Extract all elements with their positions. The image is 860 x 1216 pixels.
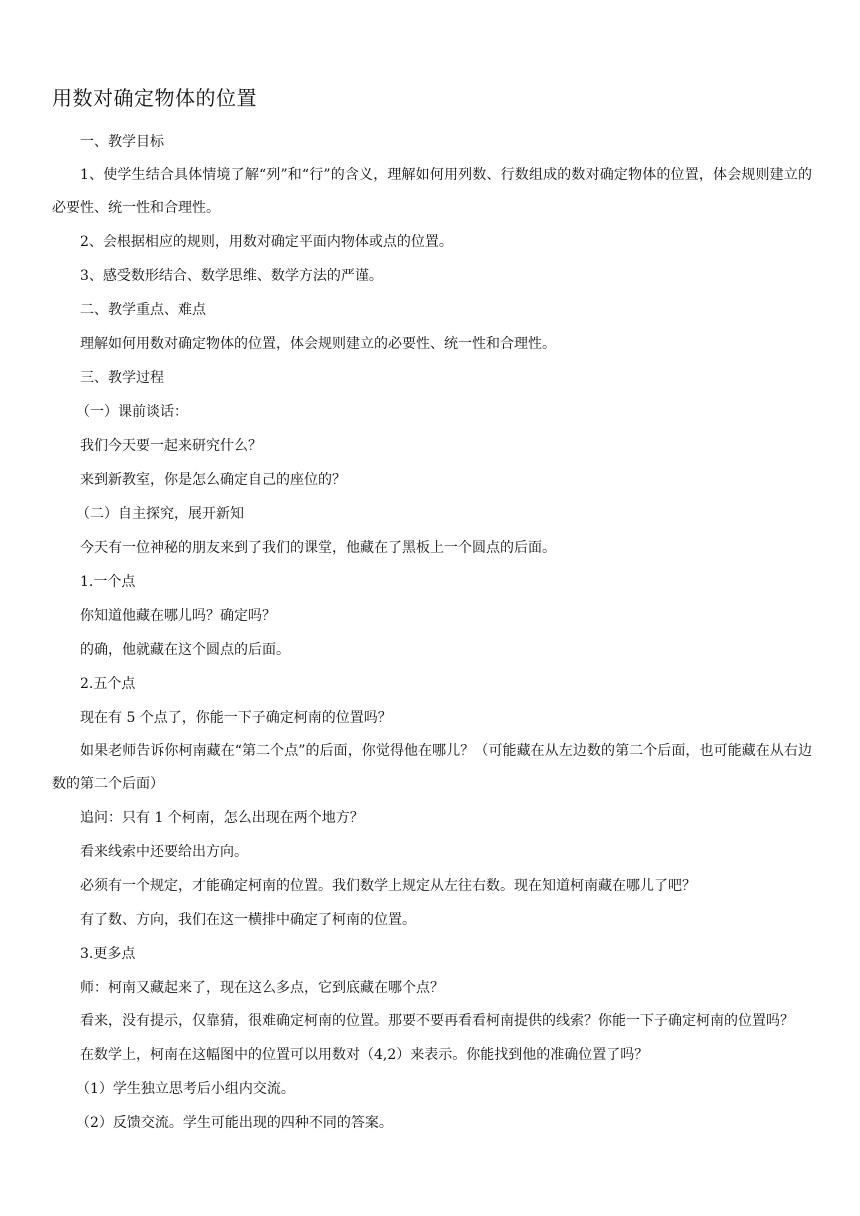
section-heading-process: 三、教学过程 [80, 370, 164, 386]
paragraph: 我们今天要一起来研究什么？ [80, 438, 262, 454]
step-heading-more-points: 3.更多点 [80, 946, 136, 962]
paragraph: 看来，没有提示，仅靠猜，很难确定柯南的位置。那要不要再看看柯南提供的线索？你能一下子确定柯南的位置吗？ [80, 1013, 794, 1029]
paragraph: 如果老师告诉你柯南藏在“第二个点”的后面，你觉得他在哪儿？（可能藏在从左边数的第二个后面，也可能藏在从右边数的第二个后面） [52, 743, 812, 792]
paragraph: 师：柯南又藏起来了，现在这么多点，它到底藏在哪个点？ [80, 980, 444, 996]
objective-3: 3、感受数形结合、数学思维、数学方法的严谨。 [80, 268, 383, 284]
paragraph: 现在有 5 个点了，你能一下子确定柯南的位置吗？ [80, 710, 392, 726]
paragraph: 必须有一个规定，才能确定柯南的位置。我们数学上规定从左往右数。现在知道柯南藏在哪儿了吧？ [80, 878, 696, 894]
subsection-heading-explore: （二）自主探究，展开新知 [76, 506, 244, 522]
paragraph: 在数学上，柯南在这幅图中的位置可以用数对（4,2）来表示。你能找到他的准确位置了吗？ [80, 1047, 649, 1063]
list-item: （1）学生独立思考后小组内交流。 [76, 1081, 295, 1097]
step-heading-five-points: 2.五个点 [80, 676, 136, 692]
paragraph: 追问：只有 1 个柯南，怎么出现在两个地方？ [80, 810, 364, 826]
key-points-text: 理解如何用数对确定物体的位置，体会规则建立的必要性、统一性和合理性。 [80, 336, 556, 352]
step-heading-one-point: 1.一个点 [80, 574, 136, 590]
objective-1: 1、使学生结合具体情境了解“列”和“行”的含义，理解如何用列数、行数组成的数对确定物体的位置，体会规则建立的必要性、统一性和合理性。 [52, 167, 812, 216]
objective-2: 2、会根据相应的规则，用数对确定平面内物体或点的位置。 [80, 234, 453, 250]
subsection-heading-warmup: （一）课前谈话： [76, 404, 188, 420]
paragraph: 看来线索中还要给出方向。 [80, 844, 248, 860]
section-heading-objectives: 一、教学目标 [80, 134, 164, 150]
section-heading-key-points: 二、教学重点、难点 [80, 302, 206, 318]
paragraph: 的确，他就藏在这个圆点的后面。 [80, 642, 290, 658]
document-body [52, 125, 812, 1140]
list-item: （2）反馈交流。学生可能出现的四种不同的答案。 [76, 1115, 393, 1131]
paragraph: 来到新教室，你是怎么确定自己的座位的？ [80, 472, 346, 488]
paragraph: 你知道他藏在哪儿吗？确定吗？ [80, 608, 276, 624]
paragraph: 有了数、方向，我们在这一横排中确定了柯南的位置。 [80, 912, 416, 928]
paragraph: 今天有一位神秘的朋友来到了我们的课堂，他藏在了黑板上一个圆点的后面。 [80, 540, 556, 556]
document-title: 用数对确定物体的位置 [52, 86, 257, 110]
